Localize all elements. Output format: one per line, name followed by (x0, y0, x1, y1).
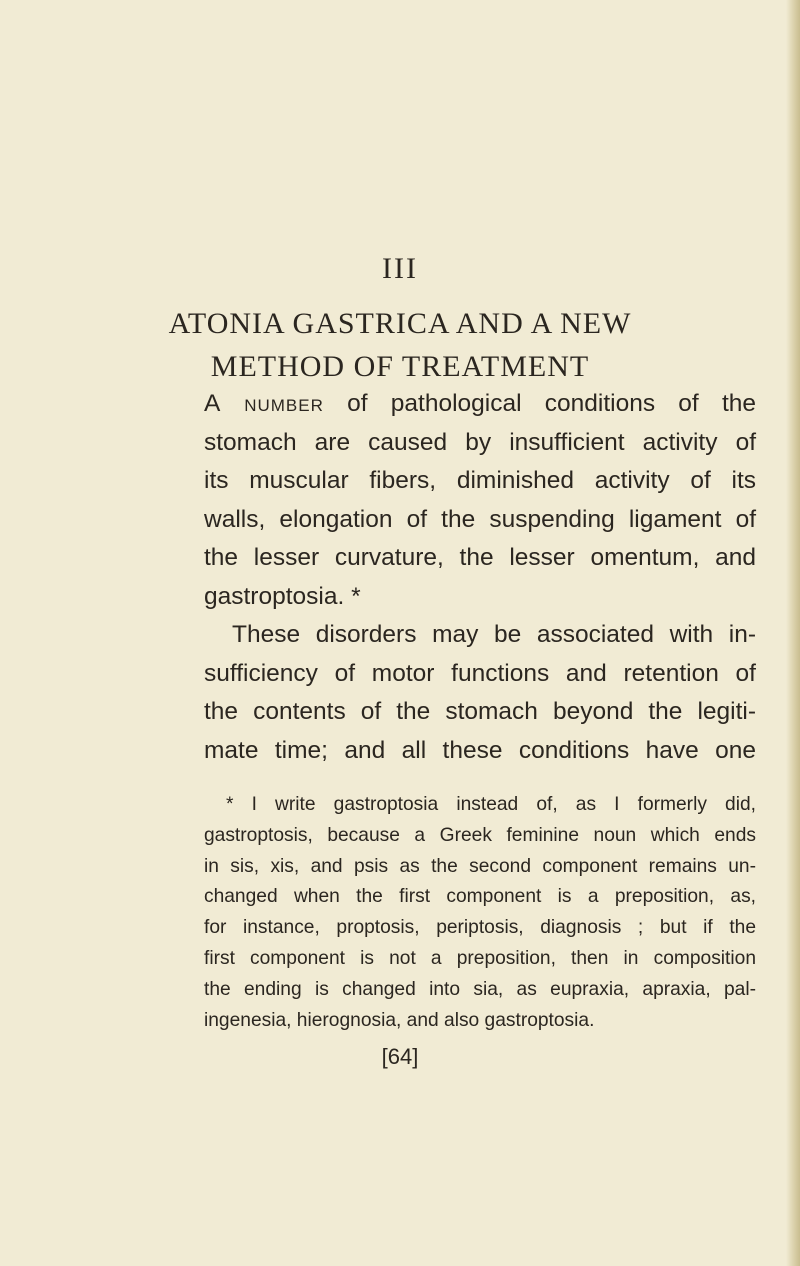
footnote-line: first component is not a preposition, then in composition (204, 947, 756, 969)
paragraph-2-line: mate time; and all these conditions have one (204, 736, 756, 764)
footnote-line: changed when the first component is a preposition, as, (204, 886, 756, 908)
footnote-line: for instance, proptosis, periptosis, diagnosis ; but if the (204, 917, 756, 939)
paragraph-1-line: stomach are caused by insufficient activity of (204, 428, 756, 456)
paragraph-2-line: the contents of the stomach beyond the legiti- (204, 698, 756, 725)
paragraph-1-line-text: of pathological conditions of the (323, 390, 757, 417)
footnote-line: in sis, xis, and psis as the second component remains un- (204, 855, 756, 877)
chapter-title-line-2: METHOD OF TREATMENT (210, 350, 590, 383)
paragraph-2-line: sufficiency of motor functions and retention of (204, 659, 756, 687)
page-edge (786, 0, 800, 1266)
paragraph-1-line: its muscular fibers, diminished activity of its (204, 467, 756, 494)
paragraph-1-line: the lesser curvature, the lesser omentum, and (204, 544, 756, 571)
paragraph-1-line (204, 385, 756, 424)
body-text (204, 385, 756, 770)
paragraph-1-line: walls, elongation of the suspending ligament of (204, 505, 756, 533)
footnote-line: ingenesia, hierognosia, and also gastroptosia. (204, 1009, 595, 1031)
drop-smallcaps: A number (204, 390, 324, 417)
footnote-line: * I write gastroptosia instead of, as I formerly did, (226, 794, 756, 815)
paragraph-2-line: These disorders may be associated with in- (232, 621, 756, 648)
page-number: [64] (381, 1044, 419, 1069)
chapter-number: III (382, 252, 418, 285)
chapter-title-line-1: ATONIA GASTRICA AND A NEW (168, 307, 632, 340)
paragraph-1-line: gastroptosia. * (204, 582, 361, 610)
footnote-line: the ending is changed into sia, as eupraxia, apraxia, pal- (204, 978, 756, 1000)
footnote-line: gastroptosis, because a Greek feminine noun which ends (204, 824, 756, 846)
footnote (204, 790, 756, 1036)
